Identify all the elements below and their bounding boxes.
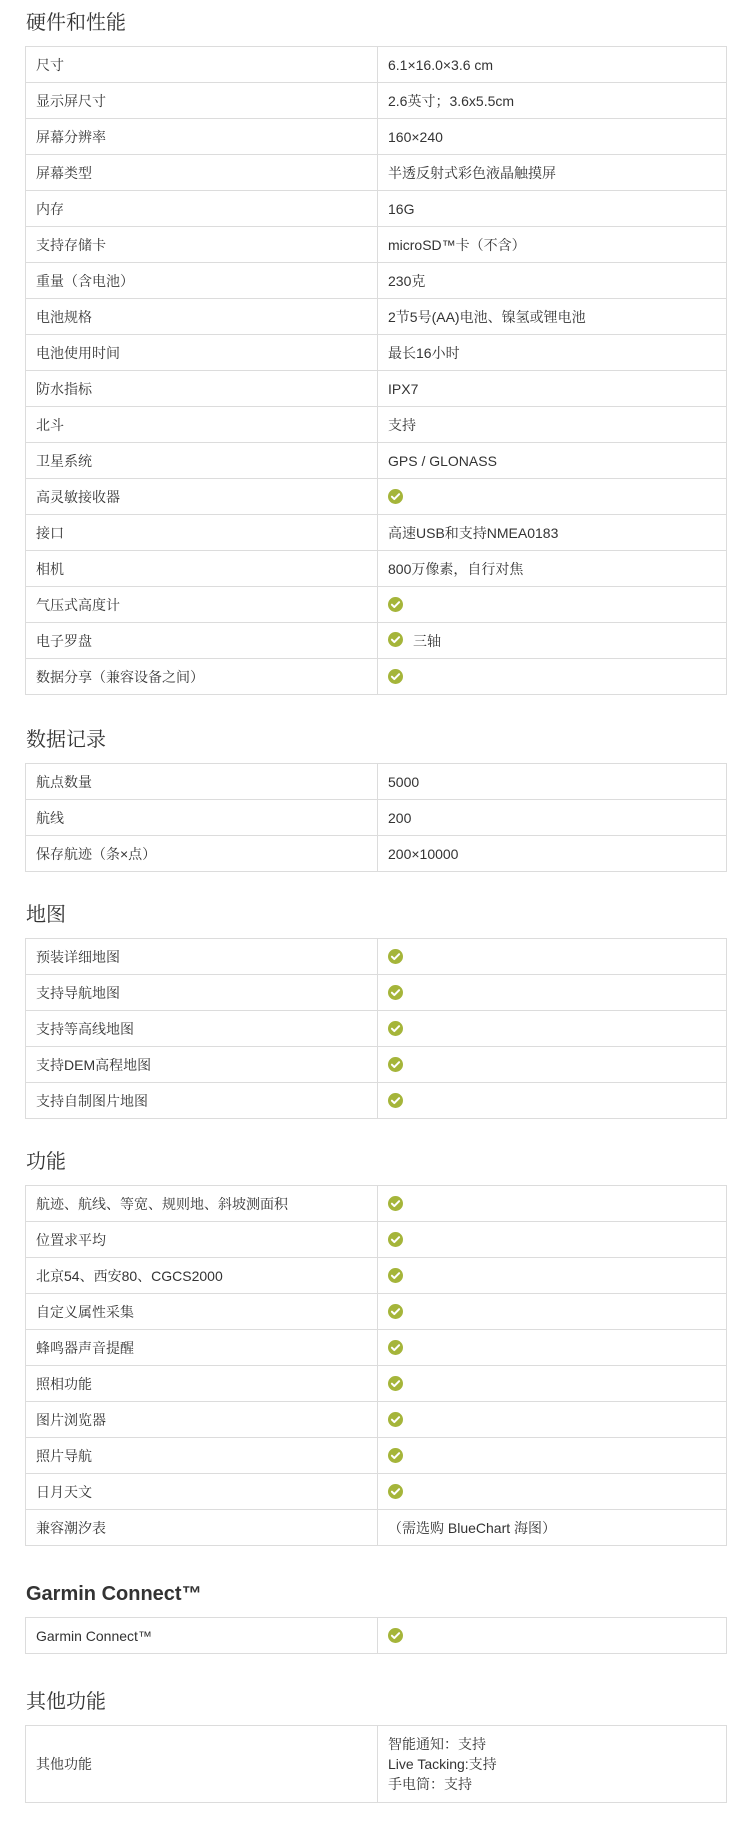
spec-value-text: IPX7 [388,380,419,397]
spec-label: 支持DEM高程地图 [26,1047,378,1083]
spec-label: 照相功能 [26,1366,378,1402]
spec-value-text: 半透反射式彩色液晶触摸屏 [388,164,556,181]
spec-row [26,371,727,407]
spec-value [378,1726,727,1803]
spec-label: 尺寸 [26,47,378,83]
check-circle-icon [388,632,403,647]
spec-row [26,263,727,299]
spec-value [378,263,727,299]
spec-label: 照片导航 [26,1438,378,1474]
spec-value-note: 三轴 [413,633,441,650]
spec-label: 数据分享（兼容设备之间） [26,659,378,695]
spec-row [26,1618,727,1654]
section-title: Garmin Connect™ [26,1583,202,1605]
spec-value-line: 智能通知：支持 [388,1736,486,1752]
spec-value [378,227,727,263]
spec-row [26,1402,727,1438]
spec-label: 图片浏览器 [26,1402,378,1438]
spec-label: 支持存储卡 [26,227,378,263]
spec-section [0,892,750,1119]
spec-value [378,371,727,407]
spec-label: 北斗 [26,407,378,443]
check-circle-icon [388,1340,403,1355]
spec-label: 屏幕类型 [26,155,378,191]
spec-label: 接口 [26,515,378,551]
spec-row [26,119,727,155]
spec-value [378,1618,727,1654]
spec-value [378,479,727,515]
spec-value [378,836,727,872]
spec-table [25,763,727,872]
spec-label: 相机 [26,551,378,587]
spec-row [26,443,727,479]
spec-label: 日月天文 [26,1474,378,1510]
check-circle-icon [388,1232,403,1247]
spec-value-text: 200 [388,809,412,826]
spec-section [0,1571,750,1654]
spec-label: 蜂鸣器声音提醒 [26,1330,378,1366]
spec-label: 航迹、航线、等宽、规则地、斜坡测面积 [26,1186,378,1222]
spec-label: 电子罗盘 [26,623,378,659]
spec-row [26,836,727,872]
section-title: 数据记录 [26,729,106,751]
spec-label: 内存 [26,191,378,227]
check-circle-icon [388,1196,403,1211]
spec-value [378,1330,727,1366]
spec-row [26,939,727,975]
check-circle-icon [388,985,403,1000]
spec-value-text: 高速USB和支持NMEA0183 [388,524,559,541]
spec-row [26,1366,727,1402]
spec-value-text: 支持 [388,416,416,433]
spec-label: 航点数量 [26,764,378,800]
check-circle-icon [388,1376,403,1391]
spec-row [26,407,727,443]
spec-value-text: 200×10000 [388,845,459,862]
check-circle-icon [388,1268,403,1283]
spec-value [378,1047,727,1083]
spec-value [378,764,727,800]
spec-value [378,335,727,371]
spec-row [26,1438,727,1474]
section-title: 地图 [26,904,66,926]
spec-row [26,587,727,623]
spec-label: 电池规格 [26,299,378,335]
spec-table [25,1725,727,1803]
spec-value [378,83,727,119]
spec-row [26,1294,727,1330]
spec-label: 支持自制图片地图 [26,1083,378,1119]
check-circle-icon [388,1057,403,1072]
spec-value [378,551,727,587]
spec-label: 显示屏尺寸 [26,83,378,119]
check-circle-icon [388,597,403,612]
spec-row [26,1258,727,1294]
spec-value-text: 800万像素，自行对焦 [388,560,524,577]
spec-section [0,717,750,872]
spec-value [378,1186,727,1222]
spec-value [378,155,727,191]
spec-row [26,1330,727,1366]
spec-value [378,119,727,155]
spec-table [25,1617,727,1654]
spec-label: 预装详细地图 [26,939,378,975]
spec-row [26,155,727,191]
spec-label: 保存航迹（条×点） [26,836,378,872]
check-circle-icon [388,1093,403,1108]
section-title: 功能 [26,1151,66,1173]
spec-value-text: 5000 [388,773,420,790]
check-circle-icon [388,949,403,964]
spec-row [26,191,727,227]
spec-label: Garmin Connect™ [26,1618,378,1654]
spec-row [26,1726,727,1803]
section-title: 硬件和性能 [26,12,126,34]
spec-value-text: 230克 [388,272,426,289]
spec-row [26,335,727,371]
spec-value [378,1083,727,1119]
spec-value-text: GPS / GLONASS [388,452,497,469]
spec-value [378,1474,727,1510]
spec-section [0,1139,750,1546]
spec-row [26,1011,727,1047]
spec-value [378,975,727,1011]
spec-row [26,551,727,587]
check-circle-icon [388,1628,403,1643]
spec-label: 重量（含电池） [26,263,378,299]
spec-section [0,0,750,695]
spec-row [26,1083,727,1119]
spec-value-line: 手电筒：支持 [388,1776,472,1792]
spec-label: 北京54、西安80、CGCS2000 [26,1258,378,1294]
spec-label: 电池使用时间 [26,335,378,371]
check-circle-icon [388,1021,403,1036]
spec-label: 自定义属性采集 [26,1294,378,1330]
spec-value-text: microSD™卡（不含） [388,236,526,253]
section-title: 其他功能 [26,1691,106,1713]
spec-label: 其他功能 [26,1726,378,1803]
spec-value [378,659,727,695]
spec-row [26,47,727,83]
spec-value-text: 2节5号(AA)电池、镍氢或锂电池 [388,308,586,325]
spec-label: 兼容潮汐表 [26,1510,378,1546]
spec-section [0,1679,750,1803]
spec-label: 高灵敏接收器 [26,479,378,515]
spec-label: 位置求平均 [26,1222,378,1258]
spec-table [25,938,727,1119]
spec-value-text: 2.6英寸；3.6x5.5cm [388,92,515,109]
spec-value-line: Live Tacking:支持 [388,1756,497,1772]
spec-value [378,407,727,443]
spec-value-text: 最长16小时 [388,344,460,361]
spec-value [378,939,727,975]
check-circle-icon [388,1412,403,1427]
spec-row [26,764,727,800]
spec-value [378,1011,727,1047]
spec-label: 支持等高线地图 [26,1011,378,1047]
spec-value [378,623,727,659]
spec-row [26,1510,727,1546]
spec-value-text: 6.1×16.0×3.6 cm [388,56,494,73]
spec-value [378,299,727,335]
check-circle-icon [388,1448,403,1463]
spec-label: 防水指标 [26,371,378,407]
spec-row [26,1474,727,1510]
spec-value [378,1294,727,1330]
spec-label: 气压式高度计 [26,587,378,623]
check-circle-icon [388,489,403,504]
spec-label: 支持导航地图 [26,975,378,1011]
spec-value [378,1258,727,1294]
spec-row [26,800,727,836]
spec-row [26,515,727,551]
check-circle-icon [388,669,403,684]
spec-row [26,623,727,659]
spec-row [26,1047,727,1083]
check-circle-icon [388,1484,403,1499]
spec-label: 航线 [26,800,378,836]
spec-value [378,1510,727,1546]
spec-value [378,1402,727,1438]
spec-row [26,659,727,695]
spec-row [26,227,727,263]
spec-value [378,800,727,836]
spec-row [26,479,727,515]
spec-row [26,975,727,1011]
spec-value-text: 16G [388,200,415,217]
spec-row [26,83,727,119]
spec-table [25,46,727,695]
spec-row [26,1186,727,1222]
spec-value [378,587,727,623]
spec-row [26,299,727,335]
spec-table [25,1185,727,1546]
spec-value [378,47,727,83]
spec-value [378,1438,727,1474]
spec-value [378,1366,727,1402]
spec-value-text: （需选购 BlueChart 海图） [388,1519,557,1536]
spec-value [378,515,727,551]
spec-row [26,1222,727,1258]
spec-value [378,1222,727,1258]
check-circle-icon [388,1304,403,1319]
spec-label: 屏幕分辨率 [26,119,378,155]
spec-label: 卫星系统 [26,443,378,479]
spec-value-text: 160×240 [388,128,443,145]
spec-value [378,191,727,227]
spec-value [378,443,727,479]
